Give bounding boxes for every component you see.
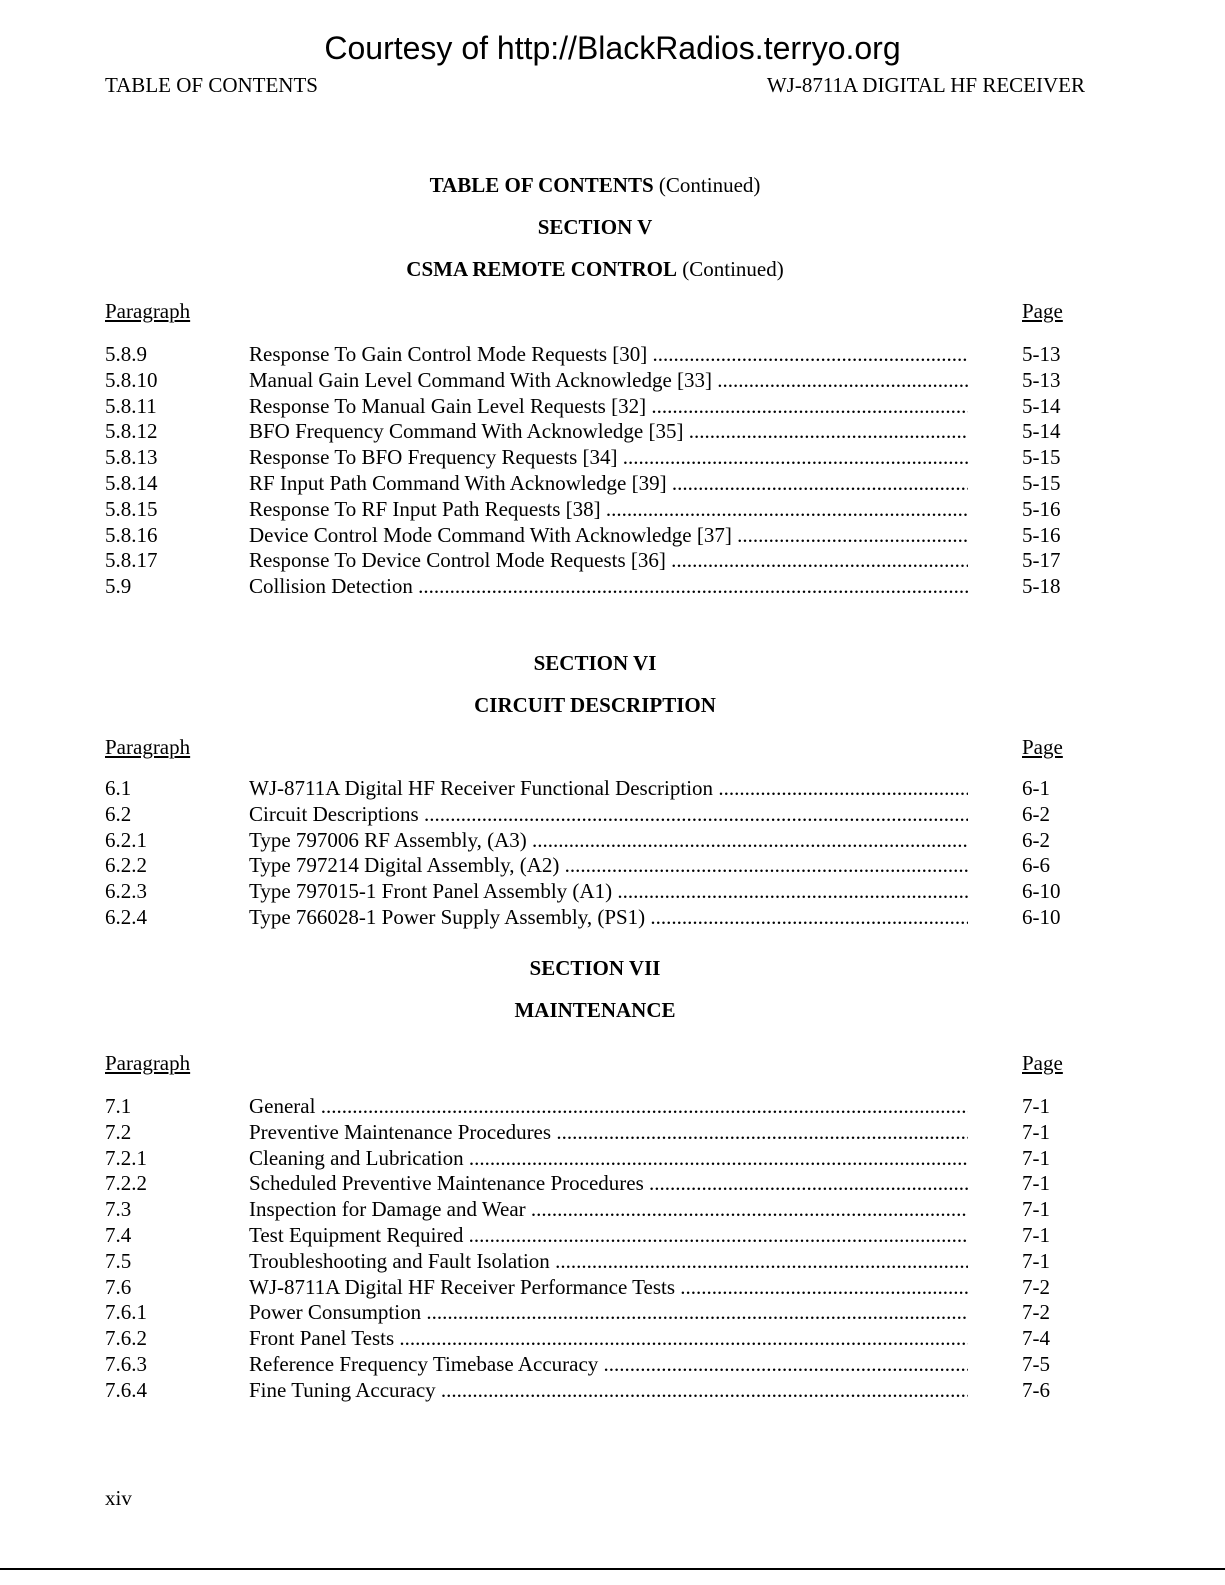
- section6-subtitle: CIRCUIT DESCRIPTION: [474, 693, 716, 717]
- toc-entry-title: Response To RF Input Path Requests [38] .....: [249, 497, 968, 523]
- toc-entry: [0, 1275, 1225, 1301]
- section5-subtitle-bold: CSMA REMOTE CONTROL: [406, 257, 677, 281]
- toc-entry-number: 7.3: [105, 1197, 132, 1222]
- toc-entry: [0, 471, 1225, 497]
- toc-entry-number: 5.8.13: [105, 445, 158, 470]
- toc-entry: [0, 1171, 1225, 1197]
- toc-entry-page: 5-13: [1022, 342, 1061, 366]
- toc-entry-title: Fine Tuning Accuracy .....: [249, 1378, 968, 1404]
- toc-entry: [0, 574, 1225, 600]
- toc-entry: [0, 1326, 1225, 1352]
- toc-entry-page: 5-18: [1022, 574, 1061, 599]
- toc-entry-number: 6.1: [105, 776, 132, 800]
- toc-entry-title: Scheduled Preventive Maintenance Procedures .....: [249, 1171, 968, 1197]
- section5-title: SECTION V: [537, 215, 653, 239]
- section6-page-header: Page: [1022, 735, 1063, 759]
- toc-entry-number: 6.2.4: [105, 904, 147, 929]
- toc-entry-title: Reference Frequency Timebase Accuracy .....: [249, 1352, 968, 1378]
- toc-entry-title: Cleaning and Lubrication .....: [249, 1146, 968, 1172]
- toc-entry-number: 5.8.12: [105, 419, 158, 444]
- section6-paragraph-header: Paragraph: [105, 735, 191, 759]
- courtesy-banner: Courtesy of http://BlackRadios.terryo.org: [324, 30, 901, 66]
- toc-entry-page: 6-6: [1022, 853, 1050, 878]
- toc-entry: [0, 879, 1225, 905]
- toc-entry: [0, 776, 1225, 802]
- toc-entry: [0, 342, 1225, 368]
- toc-entry-title: BFO Frequency Command With Acknowledge [35] .....: [249, 419, 968, 445]
- section5-subtitle-continued: (Continued): [676, 257, 784, 281]
- toc-entry-title: Test Equipment Required .....: [249, 1223, 968, 1249]
- toc-entry-number: 7.6.2: [105, 1326, 147, 1351]
- toc-entry: [0, 905, 1225, 931]
- toc-entry-page: 5-16: [1022, 496, 1061, 521]
- toc-entry-title: Type 797214 Digital Assembly, (A2) .....: [249, 853, 968, 879]
- toc-title-bold: TABLE OF CONTENTS: [429, 173, 654, 197]
- toc-entry-page: 7-5: [1022, 1351, 1050, 1376]
- toc-entry: [0, 1094, 1225, 1120]
- toc-entry-number: 7.6: [105, 1274, 132, 1299]
- toc-entry-number: 7.6.3: [105, 1351, 147, 1376]
- section6-toc-list: [0, 776, 1225, 931]
- toc-entry-page: 7-1: [1022, 1222, 1050, 1247]
- toc-entry-number: 5.8.9: [105, 342, 147, 366]
- toc-entry-page: 5-15: [1022, 445, 1061, 470]
- toc-entry: [0, 1249, 1225, 1275]
- toc-entry-title: Collision Detection .....: [249, 574, 968, 600]
- toc-entry-title: Response To Device Control Mode Requests [36] .....: [249, 548, 968, 574]
- toc-entry-title: Preventive Maintenance Procedures .....: [249, 1120, 968, 1146]
- toc-entry-number: 5.8.15: [105, 496, 158, 521]
- toc-entry-number: 5.9: [105, 574, 132, 599]
- toc-entry-number: 5.8.16: [105, 522, 158, 547]
- toc-entry-title: Device Control Mode Command With Acknowledge [37] .....: [249, 523, 968, 549]
- toc-entry-number: 7.2.1: [105, 1145, 147, 1170]
- toc-entry-page: 6-2: [1022, 827, 1050, 852]
- toc-entry-number: 5.8.14: [105, 470, 158, 495]
- toc-entry-title: Troubleshooting and Fault Isolation .....: [249, 1249, 968, 1275]
- toc-entry: [0, 1197, 1225, 1223]
- toc-entry-title: Front Panel Tests .....: [249, 1326, 968, 1352]
- toc-entry-number: 7.1: [105, 1094, 132, 1118]
- toc-entry-number: 7.4: [105, 1222, 132, 1247]
- toc-entry: [0, 1120, 1225, 1146]
- running-header-right: WJ-8711A DIGITAL HF RECEIVER: [766, 73, 1085, 97]
- toc-entry-page: 6-2: [1022, 801, 1050, 826]
- section7-page-header: Page: [1022, 1051, 1063, 1075]
- toc-entry-number: 5.8.10: [105, 367, 158, 392]
- toc-entry-number: 7.6.4: [105, 1377, 147, 1402]
- section7-toc-list: [0, 1094, 1225, 1404]
- toc-entry-page: 7-1: [1022, 1145, 1050, 1170]
- section6-title: SECTION VI: [533, 651, 657, 675]
- toc-entry-number: 6.2.1: [105, 827, 147, 852]
- toc-entry-number: 5.8.11: [105, 393, 157, 418]
- section5-subtitle: [0, 256, 1190, 282]
- toc-entry-title: WJ-8711A Digital HF Receiver Performance Tests .....: [249, 1275, 968, 1301]
- section5-toc-list: [0, 342, 1225, 600]
- toc-entry: [0, 828, 1225, 854]
- section5-page-header: Page: [1022, 299, 1063, 323]
- toc-entry: [0, 1352, 1225, 1378]
- toc-entry-title: Response To Gain Control Mode Requests [30] .....: [249, 342, 968, 368]
- toc-entry: [0, 368, 1225, 394]
- toc-entry-page: 7-2: [1022, 1300, 1050, 1325]
- toc-entry-number: 7.6.1: [105, 1300, 147, 1325]
- toc-entry-number: 6.2.2: [105, 853, 147, 878]
- toc-entry-title: Response To Manual Gain Level Requests [32] .....: [249, 394, 968, 420]
- toc-entry-page: 6-10: [1022, 904, 1061, 929]
- toc-entry-title: Response To BFO Frequency Requests [34] .....: [249, 445, 968, 471]
- toc-entry-page: 5-13: [1022, 367, 1061, 392]
- toc-entry-number: 6.2: [105, 801, 132, 826]
- toc-entry-page: 7-1: [1022, 1197, 1050, 1222]
- toc-entry-page: 7-2: [1022, 1274, 1050, 1299]
- toc-entry-page: 7-4: [1022, 1326, 1050, 1351]
- toc-entry: [0, 548, 1225, 574]
- toc-entry: [0, 394, 1225, 420]
- toc-entry-page: 6-1: [1022, 776, 1050, 800]
- toc-entry-page: 5-16: [1022, 522, 1061, 547]
- toc-entry-number: 6.2.3: [105, 879, 147, 904]
- section7-paragraph-header: Paragraph: [105, 1051, 191, 1075]
- toc-entry-title: Power Consumption .....: [249, 1300, 968, 1326]
- toc-title-continued: (Continued): [653, 173, 761, 197]
- toc-entry-number: 7.5: [105, 1248, 132, 1273]
- toc-entry-page: 5-17: [1022, 548, 1061, 573]
- toc-entry: [0, 1223, 1225, 1249]
- toc-entry-page: 5-14: [1022, 419, 1061, 444]
- toc-entry-title: Type 797006 RF Assembly, (A3) .....: [249, 828, 968, 854]
- toc-entry-title: General .....: [249, 1094, 968, 1120]
- bottom-rule: [0, 1568, 1225, 1570]
- toc-entry-number: 7.2: [105, 1119, 132, 1144]
- toc-entry-title: RF Input Path Command With Acknowledge [39] .....: [249, 471, 968, 497]
- toc-entry-page: 7-1: [1022, 1248, 1050, 1273]
- toc-entry-title: WJ-8711A Digital HF Receiver Functional Description .....: [249, 776, 968, 802]
- toc-entry-page: 6-10: [1022, 879, 1061, 904]
- toc-entry-title: Manual Gain Level Command With Acknowledge [33] .....: [249, 368, 968, 394]
- section5-paragraph-header: Paragraph: [105, 299, 191, 323]
- toc-entry-number: 7.2.2: [105, 1171, 147, 1196]
- toc-entry-page: 7-1: [1022, 1094, 1050, 1118]
- section7-title: SECTION VII: [529, 956, 661, 980]
- toc-entry: [0, 497, 1225, 523]
- toc-entry: [0, 802, 1225, 828]
- toc-entry-title: Circuit Descriptions .....: [249, 802, 968, 828]
- toc-entry-page: 7-6: [1022, 1377, 1050, 1402]
- toc-title: [0, 172, 1190, 198]
- toc-entry-page: 7-1: [1022, 1171, 1050, 1196]
- toc-entry: [0, 1378, 1225, 1404]
- toc-entry-page: 7-1: [1022, 1119, 1050, 1144]
- toc-entry: [0, 1300, 1225, 1326]
- toc-entry: [0, 419, 1225, 445]
- toc-entry: [0, 1146, 1225, 1172]
- page-number: xiv: [105, 1486, 132, 1510]
- toc-entry: [0, 445, 1225, 471]
- running-header-left: TABLE OF CONTENTS: [105, 73, 318, 97]
- toc-entry-number: 5.8.17: [105, 548, 158, 573]
- toc-entry: [0, 853, 1225, 879]
- toc-entry-page: 5-15: [1022, 470, 1061, 495]
- toc-entry-title: Type 766028-1 Power Supply Assembly, (PS1) .....: [249, 905, 968, 931]
- toc-entry: [0, 523, 1225, 549]
- toc-entry-title: Type 797015-1 Front Panel Assembly (A1) .....: [249, 879, 968, 905]
- toc-entry-title: Inspection for Damage and Wear .....: [249, 1197, 968, 1223]
- toc-entry-page: 5-14: [1022, 393, 1061, 418]
- section7-subtitle: MAINTENANCE: [514, 998, 676, 1022]
